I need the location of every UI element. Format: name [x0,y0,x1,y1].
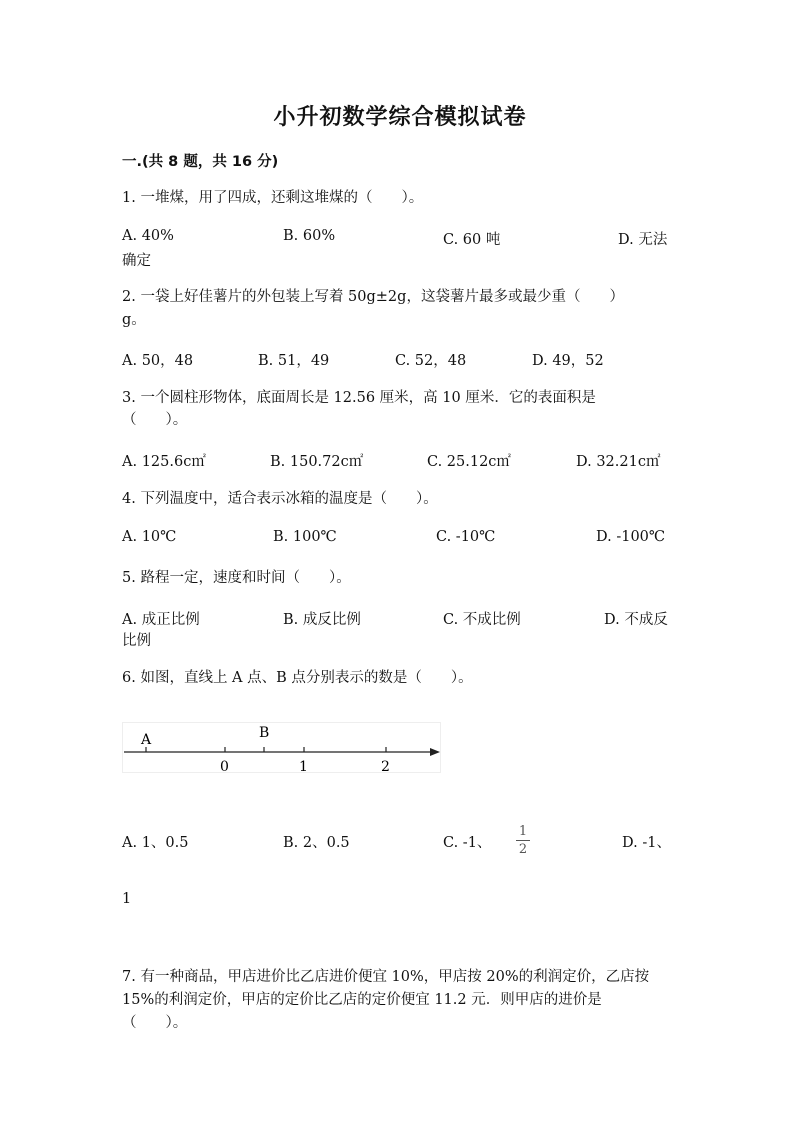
q1-option-a: A. 40% [122,228,174,244]
number-line-figure [122,722,442,774]
question-7-stem-line2: 15%的利润定价，甲店的定价比乙店的定价便宜 11.2 元．则甲店的进价是 [122,992,602,1008]
q5-option-c: C. 不成比例 [443,612,521,628]
question-6-stem: 6. 如图，直线上 A 点、B 点分别表示的数是（ ）。 [122,670,473,686]
q4-option-a: A. 10℃ [122,529,177,545]
section-heading: 一.(共 8 题，共 16 分) [122,154,279,170]
q6-option-c-fraction [516,824,530,857]
q5-option-d-wrap: 比例 [122,633,151,649]
tick-label-2: 2 [381,759,390,774]
question-2-stem: 2. 一袋上好佳薯片的外包装上写着 50g±2g，这袋薯片最多或最少重（ ） [122,289,624,305]
page-title: 小升初数学综合模拟试卷 [273,105,527,130]
fraction-denominator: 2 [518,842,528,857]
q3-option-c: C. 25.12c㎡ [427,454,511,470]
q1-option-c: C. 60 吨 [443,232,501,248]
tick-label-0: 0 [220,759,229,774]
q5-option-b: B. 成反比例 [283,612,361,628]
question-1-stem: 1. 一堆煤，用了四成，还剩这堆煤的（ ）。 [122,190,424,206]
question-7-stem-line3: （ ）。 [122,1015,188,1031]
q1-option-b: B. 60% [283,228,336,244]
q2-option-d: D. 49，52 [532,353,604,369]
q2-option-a: A. 50，48 [122,353,194,369]
q6-option-a: A. 1、0.5 [122,835,189,851]
point-a-label: A [141,732,152,748]
fraction-numerator: 1 [518,824,528,839]
q6-option-c: C. -1、 [443,835,492,851]
q6-option-d-wrap: 1 [122,891,132,907]
q3-option-b: B. 150.72c㎡ [270,454,364,470]
q5-option-d: D. 不成反 [604,612,668,628]
question-7-stem: 7. 有一种商品，甲店进价比乙店进价便宜 10%，甲店按 20%的利润定价，乙店按 [122,969,650,985]
q3-option-a: A. 125.6c㎡ [122,454,206,470]
q6-option-b: B. 2、0.5 [283,835,350,851]
tick-label-1: 1 [299,759,308,774]
question-5-stem: 5. 路程一定，速度和时间（ ）。 [122,570,351,586]
q4-option-b: B. 100℃ [273,529,337,545]
q6-option-d: D. -1、 [622,835,671,851]
question-3-stem: 3. 一个圆柱形物体，底面周长是 12.56 厘米，高 10 厘米．它的表面积是 [122,390,596,406]
point-b-label: B [259,725,270,741]
q4-option-c: C. -10℃ [436,529,496,545]
q1-option-d-wrap: 确定 [122,253,151,269]
q2-option-c: C. 52，48 [395,353,467,369]
q4-option-d: D. -100℃ [596,529,666,545]
fraction-bar [516,840,530,841]
q3-option-d: D. 32.21c㎡ [576,454,661,470]
q1-option-d: D. 无法 [618,232,668,248]
question-3-stem-line2: （ ）。 [122,412,188,428]
q2-option-b: B. 51，49 [258,353,330,369]
question-2-stem-line2: g。 [122,312,146,328]
question-4-stem: 4. 下列温度中，适合表示冰箱的温度是（ ）。 [122,491,438,507]
q5-option-a: A. 成正比例 [122,612,200,628]
